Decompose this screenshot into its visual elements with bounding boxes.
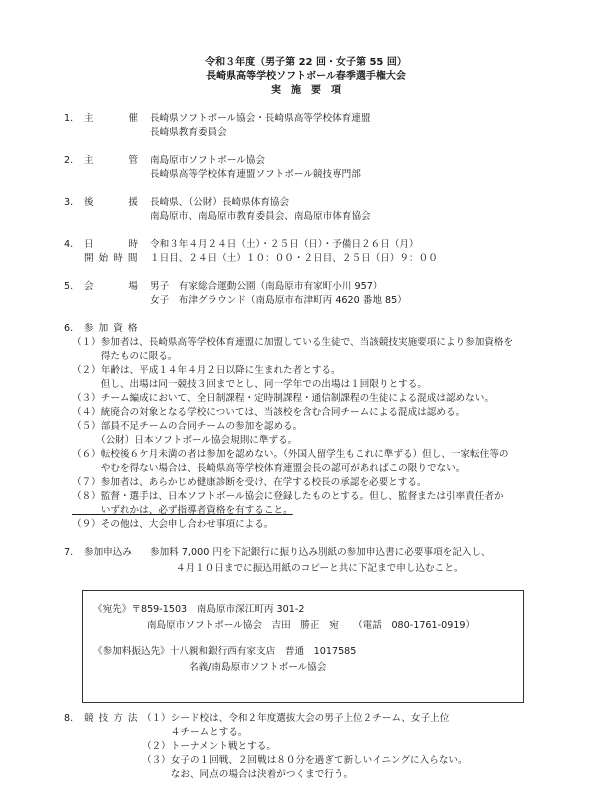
account-name-line: 名義/南島原市ソフトボール協会 — [189, 662, 327, 673]
list-item: （９）その他は、大会申し合わせ事項による。 — [72, 519, 274, 530]
section-label: 参加申込み — [84, 547, 132, 558]
section-value: 長崎県ソフトボール協会・長崎県高等学校体育連盟 — [150, 113, 371, 124]
list-item: （３）チーム編成において、全日制課程・定時制課程・通信制課程の生徒による混成は認めない。 — [72, 393, 494, 404]
recipient-line: 南島原市ソフトボール協会 吉田 勝正 宛 （電話 080-1761-0919） — [147, 620, 476, 631]
list-item: （１）参加者は、長崎県高等学校体育連盟に加盟している生徒で、当該競技実施要項により参加資格を — [72, 337, 514, 348]
document-title — [0, 56, 612, 98]
section-label: 参 加 資 格 — [84, 323, 139, 334]
title-line-2: 長崎県高等学校ソフトボール春季選手権大会 — [206, 71, 406, 82]
section-label: 日 時 — [84, 239, 138, 250]
list-item: （７）参加者は、あらかじめ健康診断を受け、在学する校長の承認を必要とする。 — [72, 477, 427, 488]
section-label: 競 技 方 法 — [84, 713, 139, 724]
title-line-3: 実施要項 — [271, 85, 351, 96]
list-item: 但し、出場は同一競技３回までとし、同一学年での出場は１回限りとする。 — [72, 379, 427, 390]
list-item: やむを得ない場合は、長崎県高等学校体育連盟会長の認可があればこの限りでない。 — [72, 463, 466, 474]
list-item: （５）部員不足チームの合同チームの参加を認める。 — [72, 421, 303, 432]
list-item: （３）女子の１回戦、２回戦は８０分を過ぎて新しいイニングに入らない。 — [142, 755, 468, 766]
list-item: いずれかは、必ず指導者資格を有すること。 — [72, 505, 293, 516]
list-item: なお、同点の場合は決着がつくまで行う。 — [142, 769, 354, 780]
list-item: （２）年齢は、平成１４年４月２日以降に生まれた者とする。 — [72, 365, 341, 376]
list-item: （６）転校後６ケ月未満の者は参加を認めない。（外国人留学生もこれに準ずる）但し、一家転住等の — [72, 449, 509, 460]
section-label-2: 開 始 時 間 — [84, 253, 139, 264]
section-label: 会 場 — [84, 281, 138, 292]
address-line: 《宛先》〒859-1503 南島原市深江町丙 301-2 — [93, 604, 305, 615]
section-label: 後 援 — [84, 197, 138, 208]
list-item: （２）トーナメント戦とする。 — [142, 741, 276, 752]
section-label: 主 催 — [84, 113, 138, 124]
document-page: 令和３年度（男子第 22 回・女子第 55 回） 長崎県高等学校ソフトボール春季選手権大会 実施要項 1. 主 催 長崎県ソフトボール協会・長崎県高等学校体育連盟 長崎県教育委員会 2. 主 管 南島原市ソフトボール協会 長崎県高等学校体育連盟ソフトボール競技専門部 3. 後 援 長崎県、（公財）長崎県体育協会 南島原市、南島原市教育委員会、南島原市体育協会 4. 日 時 令和３年４月２４日（土）・２５日（日）・予備日２６日（月） 開 始 時 間 １日目、２４日（土）１０：００・２日目、２５日（日）９：００ 5. 会 場 男子 有家総合運動公園（南島原市有家町小川 957） 女子 布津グラウンド（南島原市布津町丙 4620 番地 85） 6. 参 加 資 格 （１）参加者は、長崎県高等学校体育連盟に加盟している生徒で、当該競技実施要項により参加資格を 得たものに限る。 （２）年齢は、平成１４年４月２日以降に生まれた者とする。 但し、出場は同一競技３回までとし、同一学年での出場は１回限りとする。 （３）チーム編成において、全日制課程・定時制課程・通信制課程の生徒による混成は認めない。 （４）統廃合の対象となる学校については、当該校を含む合同チームによる混成は認める。 （５）部員不足チームの合同チームの参加を認める。 （公財）日本ソフトボール協会規則に準ずる。 （６）転校後６ケ月未満の者は参加を認めない。（外国人留学生もこれに準ずる）但し、一家転住等の やむを得ない場合は、長崎県高等学校体育連盟会長の認可があればこの限りでない。 （７）参加者は、あらかじめ健康診断を受け、在学する校長の承認を必要とする。 （８）監督・選手は、日本ソフトボール協会に登録したものとする。但し、監督または引率責任者か いずれかは、必ず指導者資格を有すること。 （９）その他は、大会申し合わせ事項による。 7. 参加申込み 参加料 7,000 円を下記銀行に振り込み別紙の参加申込書に必要事項を記入し、 ４月１０日までに振込用紙のコピーと共に下記まで申し込むこと。 《宛先》〒859-1503 南島原市深江町丙 301-2 南島原市ソフトボール協会 吉田 勝正 宛 （電話 080-1761-0919） 《参加料振込先》十八親和銀行西有家支店 普通 1017585 名義/南島原市ソフトボール協会 8. 競 技 方 法 （１）シード校は、令和２年度選抜大会の男子上位２チーム、女子上位 ４チームとする。 （２）トーナメント戦とする。 （３）女子の１回戦、２回戦は８０分を過ぎて新しいイニングに入らない。 なお、同点の場合は決着がつくまで行う。 — [0, 0, 612, 792]
list-item: （４）統廃合の対象となる学校については、当該校を含む合同チームによる混成は認める。 — [72, 407, 466, 418]
section-number: 1. — [64, 113, 74, 124]
list-item: ４チームとする。 — [142, 727, 248, 738]
section-label: 主 管 — [84, 155, 138, 166]
list-item: （公財）日本ソフトボール協会規則に準ずる。 — [72, 435, 298, 446]
contact-box — [82, 590, 524, 703]
bank-line: 《参加料振込先》十八親和銀行西有家支店 普通 1017585 — [93, 646, 357, 657]
section-value: 長崎県教育委員会 — [150, 127, 227, 138]
list-item: 得たものに限る。 — [72, 351, 178, 362]
list-item: （８）監督・選手は、日本ソフトボール協会に登録したものとする。但し、監督または引率責任者か — [72, 491, 504, 502]
title-line-1: 令和３年度（男子第 22 回・女子第 55 回） — [205, 57, 407, 68]
